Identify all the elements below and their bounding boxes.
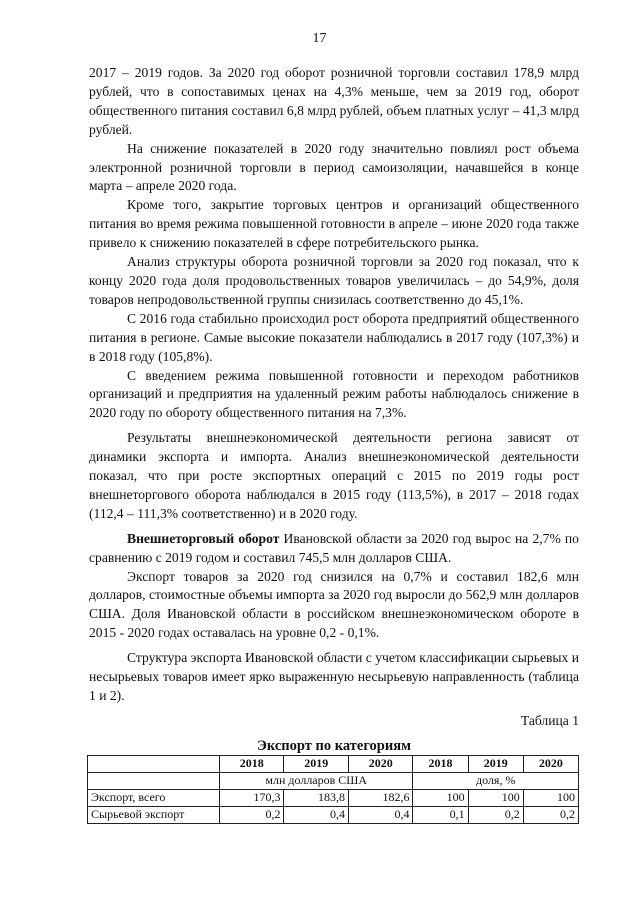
table-cell: 182,6 [348,789,412,806]
table-row [88,789,579,806]
table-cell: 0,2 [220,806,284,823]
table-cell: 100 [413,789,468,806]
paragraph-4: Анализ структуры оборота розничной торговли за 2020 год показал, что к концу 2020 года доля продовольственных товаров увеличилась – до 54,9%, доля товаров непродовольственной группы снизилась соответственно до 45,1%. [89,254,579,307]
table-cell: 100 [468,789,523,806]
year-cell: 2020 [523,755,578,772]
paragraph-2: На снижение показателей в 2020 году значительно повлиял рост объема электронной розничной торговли в период самоизоляции, начавшейся в конце марта – апреле 2020 года. [89,140,579,194]
year-cell: 2020 [348,755,412,772]
table-caption: Таблица 1 [520,712,579,728]
paragraph-7: Результаты внешнеэкономической деятельности региона зависят от динамики экспорта и импорта. Анализ внешнеэкономической деятельности показал, что при росте экспортных операций с 2015 по 2019 годы рост внешнеторгового оборота наблюдался в 2015 году (113,5%), в 2017 – 2018 годах (112,4 – 111,3% соответственно) и в 2020 году. [89,430,579,521]
export-table [87,755,579,824]
table-cell: 0,2 [468,806,523,823]
table-units-empty [88,772,220,789]
table-cell: 0,4 [348,806,412,823]
year-cell: 2018 [220,755,284,772]
paragraph-5: С 2016 года стабильно происходил рост оборота предприятий общественного питания в регионе. Самые высокие показатели наблюдались в 2017 году (107,3%) и в 2018 году (105,8%). [89,310,579,364]
page-number: 17 [312,31,327,46]
year-cell: 2018 [413,755,468,772]
table-title: Экспорт по категориям [257,737,411,754]
paragraph-8-text: Ивановской области за 2020 год вырос на 2,7% по сравнению с 2019 годом и составил 745,5 млн долларов США. [89,530,579,565]
table-cell: 0,2 [523,806,578,823]
paragraph-9: Экспорт товаров за 2020 год снизился на 0,7% и составил 182,6 млн долларов, стоимостные объемы импорта за 2020 год выросли до 562,9 млн долларов США. Доля Ивановской области в российском внешнеэкономическом обороте в 2015 - 2020 годах оставалась на уровне 0,2 - 0,1%. [89,568,579,641]
page-content [89,64,579,824]
table-cell: 170,3 [220,789,284,806]
unit-abs-cell: млн долларов США [220,772,413,789]
table-header-years [88,755,579,772]
unit-share-cell: доля, % [413,772,579,789]
table-row [88,806,579,823]
table-cell: 0,1 [413,806,468,823]
paragraph-1: 2017 – 2019 годов. За 2020 год оборот розничной торговли составил 178,9 млрд рублей, что в сопоставимых ценах на 4,3% меньше, чем за 2019 год, оборот общественного питания составил 6,8 млрд рублей, объем платных услуг – 41,3 млрд рублей. [89,65,579,137]
row-label: Сырьевой экспорт [88,806,220,823]
year-cell: 2019 [284,755,348,772]
table-cell: 100 [523,789,578,806]
paragraph-6: С введением режима повышенной готовности и переходом работников организаций и предприятия на удаленный режим работы наблюдалось снижение в 2020 году по обороту общественного питания на 7,3%. [89,367,579,421]
year-cell: 2019 [468,755,523,772]
paragraph-8 [89,530,579,568]
bold-term: Внешнеторговый оборот [127,530,280,546]
table-header-empty [88,755,220,772]
table-cell: 183,8 [284,789,348,806]
table-cell: 0,4 [284,806,348,823]
paragraph-10: Структура экспорта Ивановской области с учетом классификации сырьевых и несырьевых товаров имеет ярко выраженную несырьевую направленность (таблица 1 и 2). [89,650,579,703]
table-header-units [88,772,579,789]
row-label: Экспорт, всего [88,789,220,806]
paragraph-3: Кроме того, закрытие торговых центров и организаций общественного питания во время режима повышенной готовности в апреле – июне 2020 года также привело к снижению показателей в сфере потребительского рынка. [89,197,579,251]
